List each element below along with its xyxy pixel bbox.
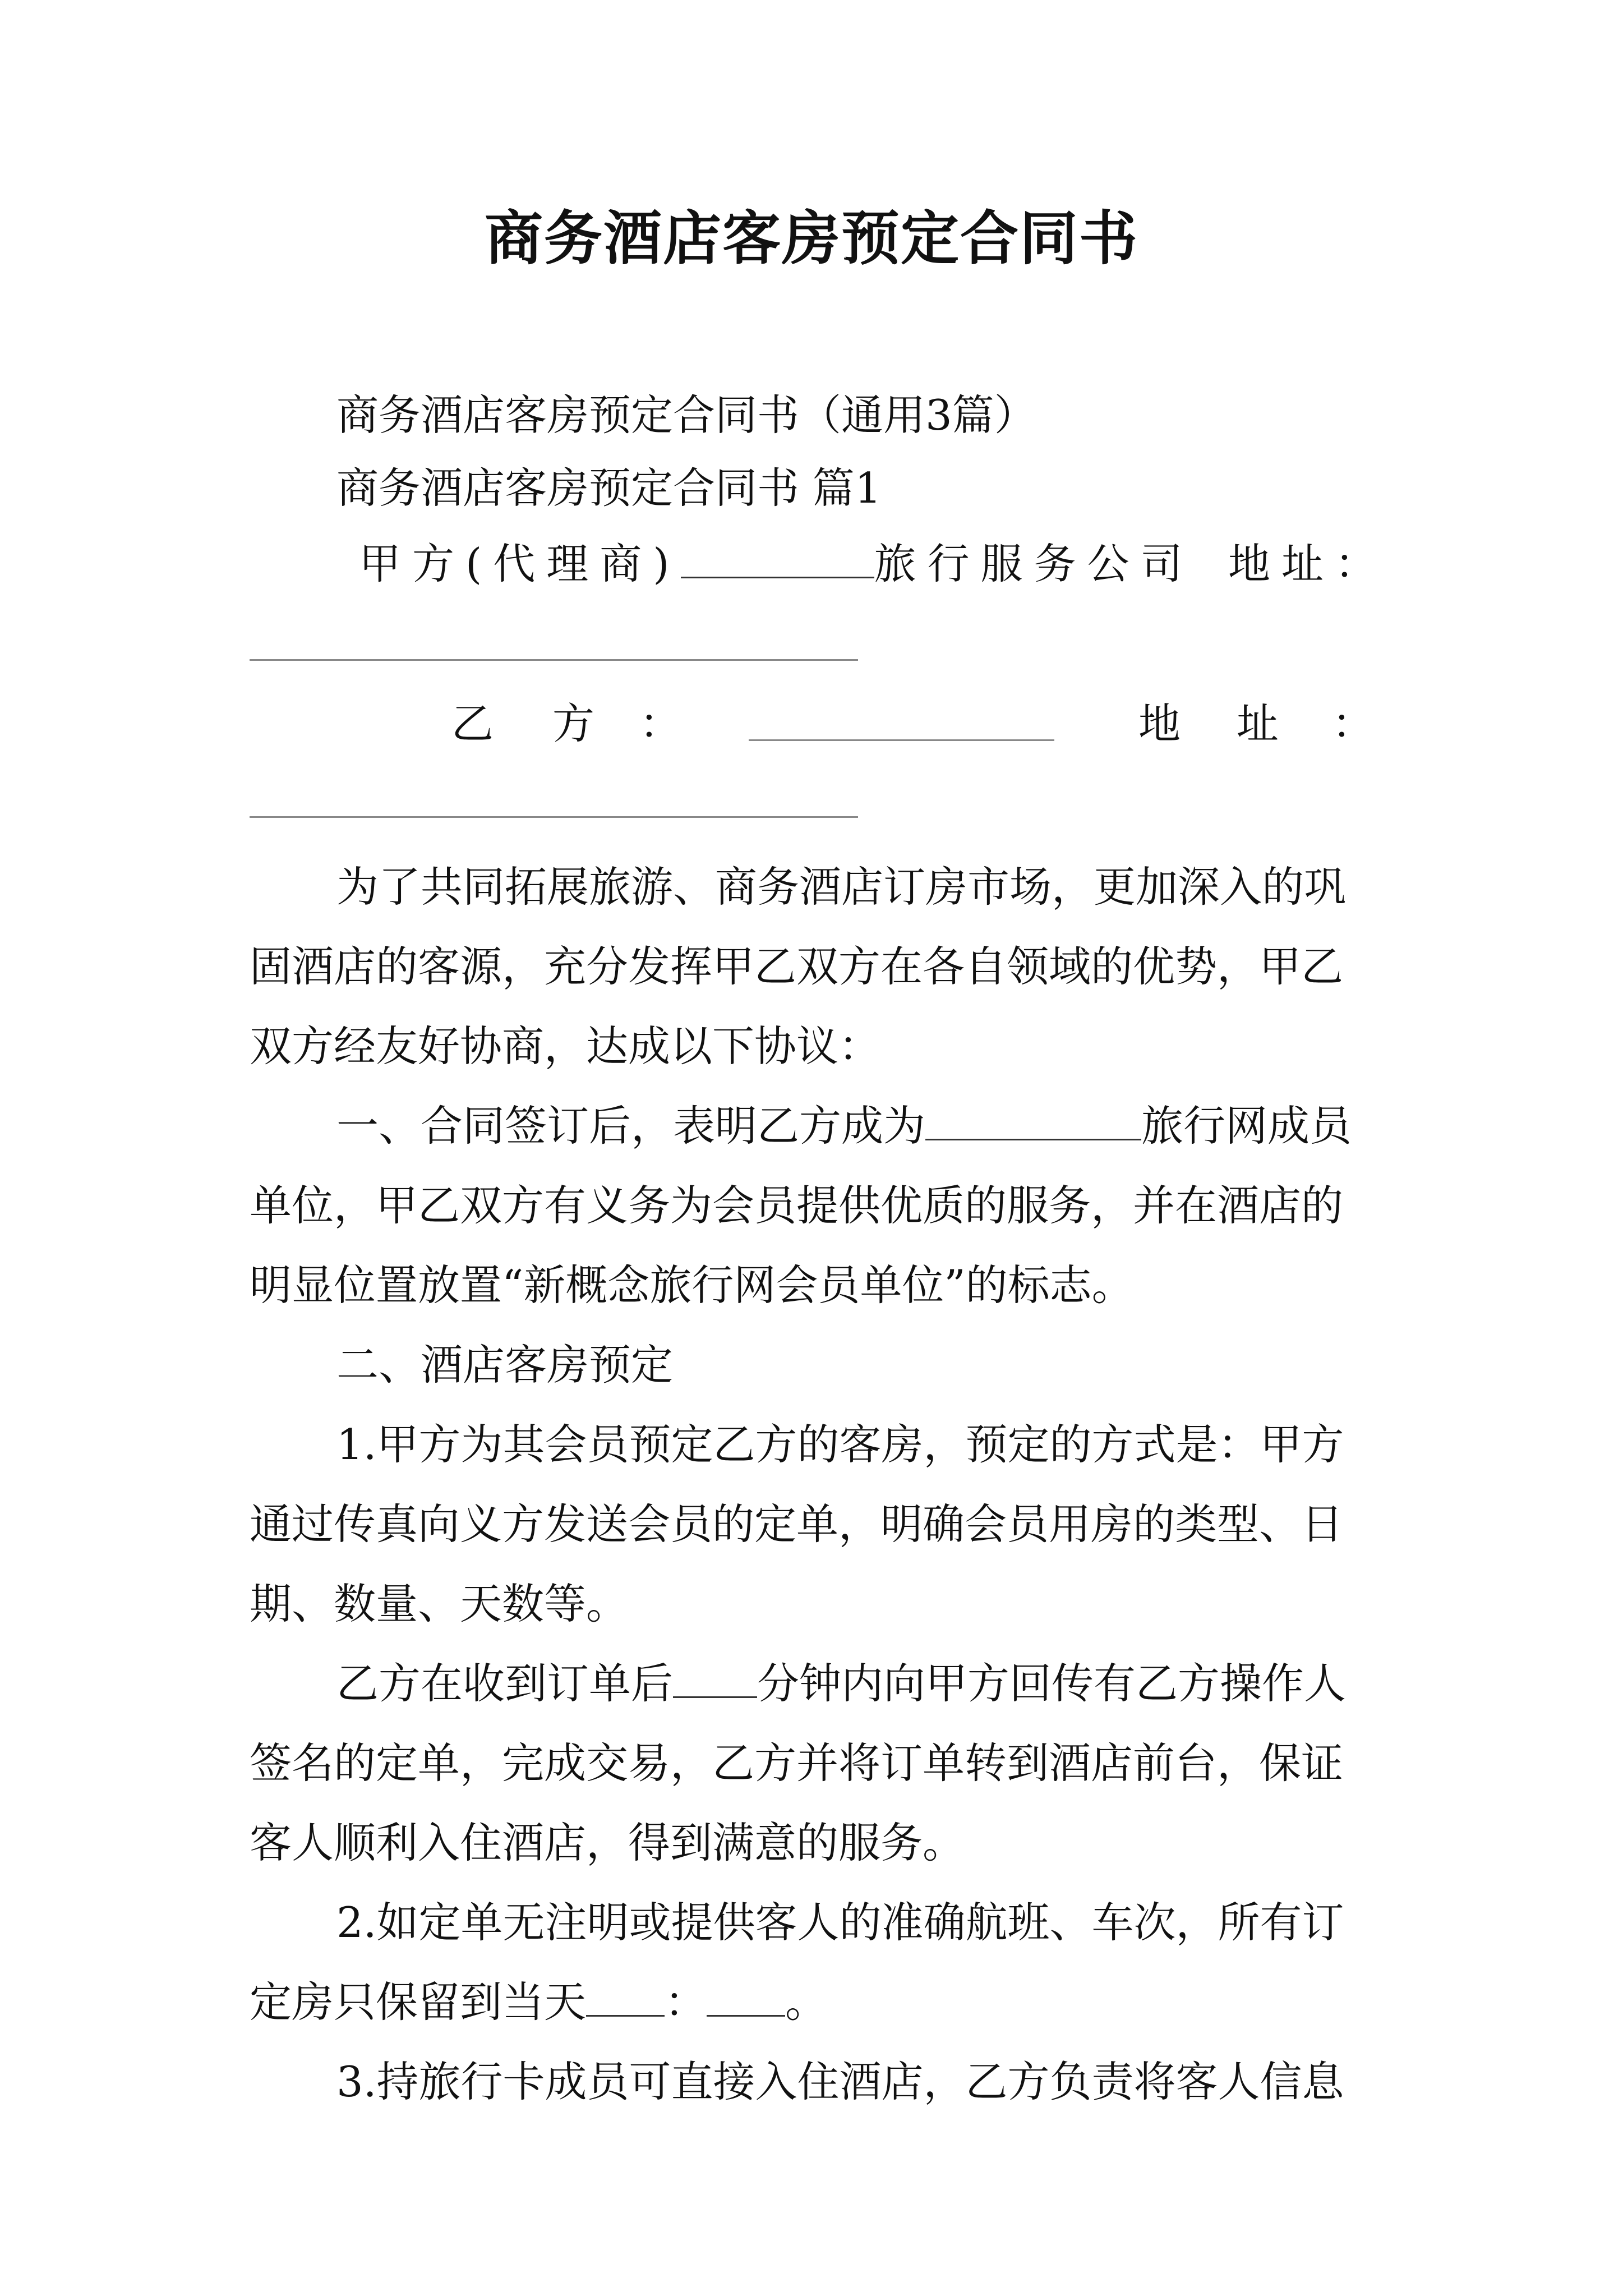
paragraph-line: 通过传真向义方发送会员的定单，明确会员用房的类型、日	[250, 1499, 1344, 1549]
party-b-label2: 方	[552, 699, 595, 748]
paragraph-line	[336, 1086, 1352, 1166]
party-a-name-blank	[681, 537, 874, 578]
party-b-address-rule	[250, 816, 858, 818]
minute-blank	[707, 1976, 785, 2017]
party-a-address-rule	[250, 659, 858, 661]
party-a-label: 甲方(代理商)	[359, 539, 681, 588]
paragraph-text: 旅行网成员	[1141, 1101, 1352, 1151]
paragraph-line: 二、酒店客房预定	[336, 1340, 674, 1389]
party-a-suffix: 旅行服务公司	[874, 539, 1194, 588]
party-b-address-label2: 址	[1237, 699, 1279, 748]
minutes-blank	[673, 1657, 757, 1698]
party-b-address-colon: ：	[1332, 699, 1375, 748]
paragraph-line: 单位，甲乙双方有义务为会员提供优质的服务，并在酒店的	[250, 1181, 1344, 1230]
paragraph-line: 1.甲方为其会员预定乙方的客房，预定的方式是：甲方	[336, 1420, 1344, 1469]
paragraph-text: 。	[785, 1977, 828, 2027]
hour-blank	[586, 1976, 665, 2017]
paragraph-line: 2.如定单无注明或提供客人的准确航班、车次，所有订	[336, 1898, 1344, 1947]
party-a-address-label: 地址：	[1228, 539, 1389, 588]
paragraph-line	[250, 1962, 827, 2042]
paragraph-text: 一、合同签订后，表明乙方成为	[336, 1101, 926, 1151]
paragraph-text: 乙方在收到订单后	[336, 1659, 674, 1708]
section-heading: 商务酒店客房预定合同书 篇1	[336, 463, 882, 513]
paragraph-line: 明显位置放置“新概念旅行网会员单位”的标志。	[250, 1260, 1134, 1310]
paragraph-line: 固酒店的客源，充分发挥甲乙双方在各自领域的优势，甲乙	[250, 942, 1344, 991]
paragraph-line: 3.持旅行卡成员可直接入住酒店，乙方负责将客人信息	[336, 2057, 1344, 2106]
paragraph-line: 客人顺利入住酒店，得到满意的服务。	[250, 1818, 965, 1867]
party-b-name-rule	[749, 739, 1054, 741]
paragraph-text: ：	[665, 1977, 707, 2027]
party-b-colon: ：	[639, 699, 682, 748]
member-name-blank	[925, 1099, 1141, 1140]
paragraph-line: 双方经友好协商，达成以下协议：	[250, 1022, 881, 1071]
paragraph-line	[336, 1644, 1346, 1723]
document-title: 商务酒店客房预定合同书	[484, 204, 1138, 273]
party-b-address-label1: 地	[1138, 699, 1181, 748]
paragraph-text: 定房只保留到当天	[250, 1977, 587, 2027]
paragraph-line: 签名的定单，完成交易，乙方并将订单转到酒店前台，保证	[250, 1738, 1344, 1788]
party-b-label: 乙	[451, 699, 494, 748]
document-subtitle: 商务酒店客房预定合同书（通用3篇）	[336, 390, 1036, 440]
party-a-line	[359, 536, 1194, 592]
paragraph-line: 为了共同拓展旅游、商务酒店订房市场，更加深入的巩	[336, 862, 1347, 912]
paragraph-line: 期、数量、天数等。	[250, 1579, 629, 1628]
paragraph-text: 分钟内向甲方回传有乙方操作人	[757, 1659, 1347, 1708]
